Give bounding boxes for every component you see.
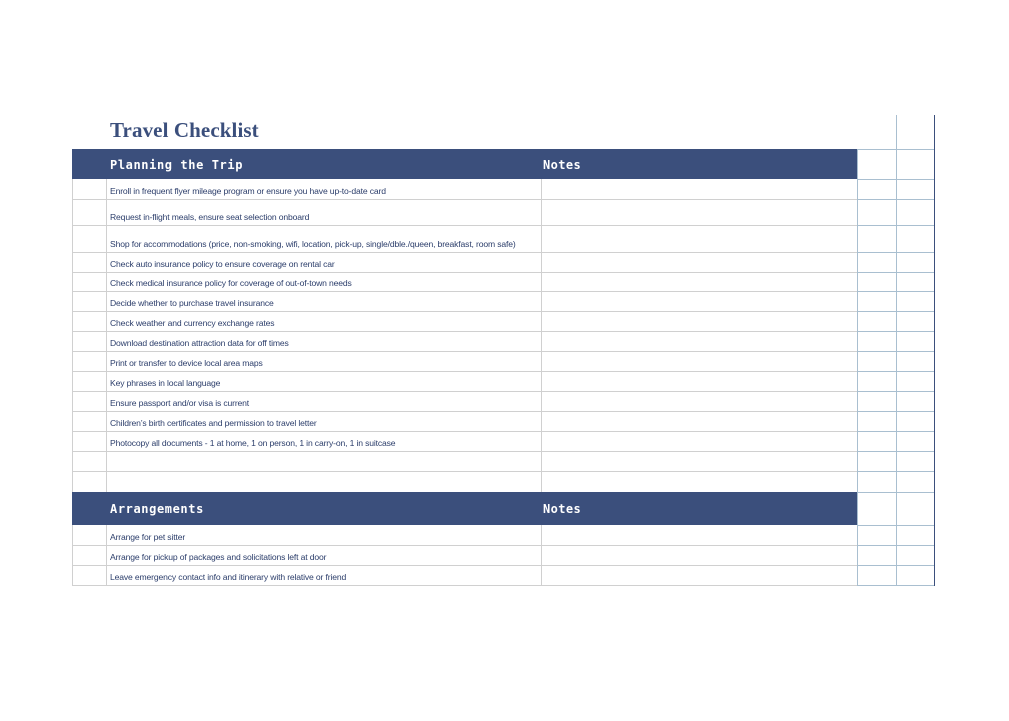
sheet-gridline (857, 431, 934, 432)
sheet-gridline (857, 411, 934, 412)
task-cell[interactable]: Key phrases in local language (110, 378, 221, 388)
sheet-gridline (857, 451, 934, 452)
task-cell[interactable]: Download destination attraction data for off times (110, 338, 289, 348)
checkbox-cell[interactable] (72, 351, 107, 371)
notes-cell[interactable] (541, 371, 857, 391)
sheet-gridline (857, 525, 934, 526)
notes-cell[interactable] (541, 225, 857, 252)
section-header-arrangements (72, 492, 857, 525)
checkbox-cell[interactable] (72, 391, 107, 411)
notes-cell[interactable] (541, 331, 857, 351)
table-left-border (72, 525, 73, 585)
notes-cell[interactable] (541, 199, 857, 225)
notes-cell[interactable] (541, 272, 857, 291)
task-cell[interactable]: Photocopy all documents - 1 at home, 1 on person, 1 in carry-on, 1 in suitcase (110, 438, 396, 448)
sheet-gridline (857, 311, 934, 312)
notes-heading: Notes (543, 502, 582, 516)
sheet-gridline (896, 115, 897, 585)
notes-cell[interactable] (541, 411, 857, 431)
section-header-planning (72, 149, 857, 179)
checkbox-cell[interactable] (72, 179, 107, 199)
task-cell[interactable]: Children’s birth certificates and permission to travel letter (110, 418, 317, 428)
task-cell[interactable]: Print or transfer to device local area maps (110, 358, 263, 368)
notes-cell[interactable] (541, 252, 857, 272)
notes-cell[interactable] (541, 351, 857, 371)
checklist-row (72, 471, 857, 493)
checklist-row (72, 225, 857, 253)
checklist-row (72, 371, 857, 392)
notes-cell[interactable] (541, 179, 857, 199)
checkbox-cell[interactable] (72, 431, 107, 451)
notes-heading: Notes (543, 158, 582, 172)
sheet-gridline (857, 149, 858, 585)
checkbox-cell[interactable] (72, 272, 107, 291)
checkbox-cell[interactable] (72, 451, 107, 471)
task-cell[interactable]: Leave emergency contact info and itinerary with relative or friend (110, 572, 347, 582)
task-cell[interactable]: Check medical insurance policy for coverage of out-of-town needs (110, 278, 352, 288)
sheet-gridline (857, 252, 934, 253)
checklist-row (72, 291, 857, 312)
task-cell[interactable]: Check auto insurance policy to ensure coverage on rental car (110, 259, 335, 269)
checkbox-cell[interactable] (72, 291, 107, 311)
task-cell[interactable]: Ensure passport and/or visa is current (110, 398, 250, 408)
task-cell[interactable]: Shop for accommodations (price, non-smoking, wifi, location, pick-up, single/dble./queen, breakfast, room safe) (110, 239, 516, 249)
notes-cell[interactable] (541, 451, 857, 471)
sheet-gridline (857, 471, 934, 472)
notes-cell[interactable] (541, 291, 857, 311)
checklist-row (72, 525, 857, 546)
sheet-gridline (857, 291, 934, 292)
checklist-row (72, 391, 857, 412)
task-cell[interactable]: Request in-flight meals, ensure seat selection onboard (110, 212, 310, 222)
checklist-row (72, 311, 857, 332)
task-cell[interactable]: Arrange for pickup of packages and solicitations left at door (110, 552, 327, 562)
notes-cell[interactable] (541, 545, 857, 565)
checkbox-cell[interactable] (72, 331, 107, 351)
checklist-row (72, 199, 857, 226)
page-title: Travel Checklist (110, 118, 259, 142)
checklist-row (72, 565, 857, 586)
checkbox-cell[interactable] (72, 311, 107, 331)
sheet-gridline (857, 225, 934, 226)
notes-cell[interactable] (541, 525, 857, 545)
checkbox-cell[interactable] (72, 525, 107, 545)
notes-cell[interactable] (541, 565, 857, 585)
sheet-gridline (857, 199, 934, 200)
checklist-row (72, 431, 857, 452)
section-heading: Planning the Trip (110, 158, 244, 172)
sheet-gridline (857, 545, 934, 546)
checklist-row (72, 179, 857, 200)
checklist-row (72, 351, 857, 372)
checkbox-cell[interactable] (72, 252, 107, 272)
checkbox-cell[interactable] (72, 471, 107, 492)
notes-cell[interactable] (541, 391, 857, 411)
notes-cell[interactable] (541, 471, 857, 492)
sheet-gridline (857, 149, 934, 150)
checkbox-cell[interactable] (72, 411, 107, 431)
checkbox-cell[interactable] (72, 565, 107, 585)
sheet-gridline (857, 331, 934, 332)
sheet-gridline (857, 351, 934, 352)
checkbox-cell[interactable] (72, 199, 107, 225)
sheet-gridline (857, 565, 934, 566)
sheet-gridline (857, 585, 934, 586)
task-cell[interactable]: Decide whether to purchase travel insurance (110, 298, 274, 308)
notes-cell[interactable] (541, 311, 857, 331)
task-cell[interactable]: Check weather and currency exchange rates (110, 318, 275, 328)
task-cell[interactable]: Enroll in frequent flyer mileage program or ensure you have up-to-date card (110, 186, 386, 196)
checklist-row (72, 331, 857, 352)
sheet-gridline (857, 371, 934, 372)
page-edge-line (934, 115, 935, 586)
sheet-gridline (857, 179, 934, 180)
checkbox-cell[interactable] (72, 371, 107, 391)
checklist-row (72, 272, 857, 292)
checklist-row (72, 545, 857, 566)
checkbox-cell[interactable] (72, 225, 107, 252)
notes-cell[interactable] (541, 431, 857, 451)
checklist-row (72, 252, 857, 273)
table-left-border (72, 179, 73, 492)
task-cell[interactable]: Arrange for pet sitter (110, 532, 186, 542)
sheet-gridline (857, 391, 934, 392)
checklist-row (72, 411, 857, 432)
checkbox-cell[interactable] (72, 545, 107, 565)
section-heading: Arrangements (110, 502, 204, 516)
checklist-row (72, 451, 857, 472)
sheet-gridline (857, 272, 934, 273)
sheet-gridline (857, 492, 934, 493)
